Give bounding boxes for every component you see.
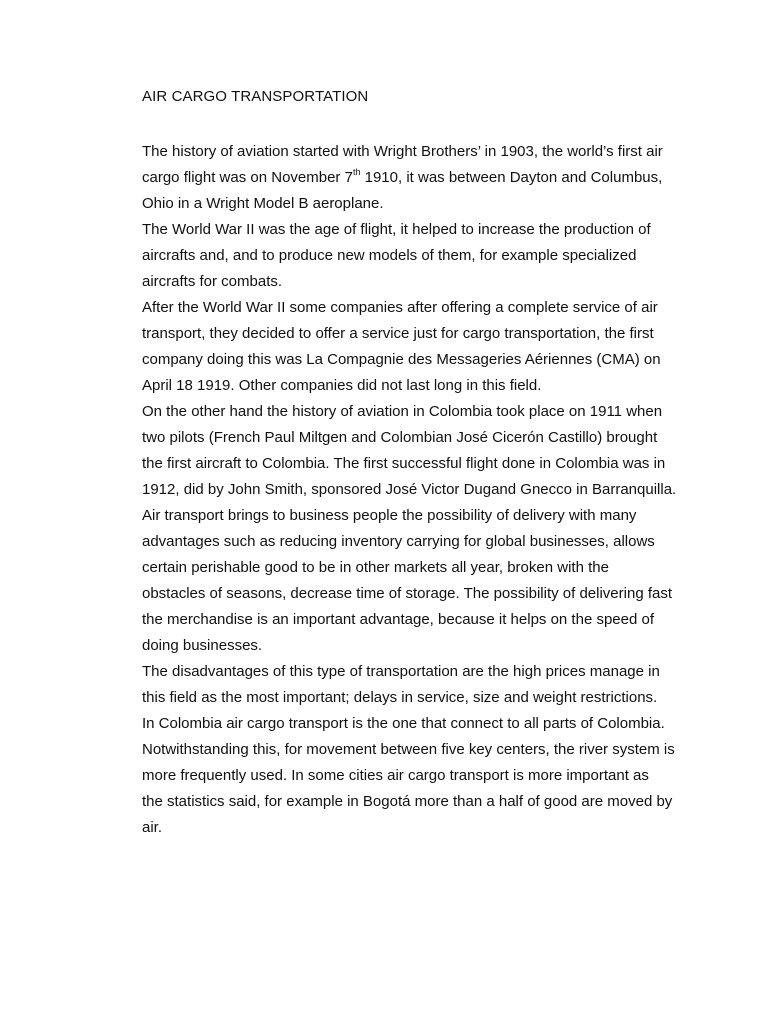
body-line <box>142 165 702 191</box>
body-line: The history of aviation started with Wright Brothers’ in 1903, the world’s first air <box>142 143 663 160</box>
body-line: more frequently used. In some cities air cargo transport is more important as <box>142 767 649 784</box>
body-line: Ohio in a Wright Model B aeroplane. <box>142 195 384 212</box>
body-line: aircrafts for combats. <box>142 273 283 290</box>
body-line: certain perishable good to be in other markets all year, broken with the <box>142 559 609 576</box>
body-line: transport, they decided to offer a service just for cargo transportation, the first <box>142 325 654 342</box>
body-line: the merchandise is an important advantage, because it helps on the speed of <box>142 611 654 628</box>
document-body <box>142 139 702 841</box>
body-line: this field as the most important; delays in service, size and weight restrictions. <box>142 689 658 706</box>
body-line: 1912, did by John Smith, sponsored José Victor Dugand Gnecco in Barranquilla. <box>142 481 677 498</box>
body-line: obstacles of seasons, decrease time of storage. The possibility of delivering fast <box>142 585 673 602</box>
body-line: On the other hand the history of aviation in Colombia took place on 1911 when <box>142 403 663 420</box>
body-line: aircrafts and, and to produce new models of them, for example specialized <box>142 247 637 264</box>
body-line: April 18 1919. Other companies did not last long in this field. <box>142 377 542 394</box>
body-line: Air transport brings to business people the possibility of delivery with many <box>142 507 637 524</box>
body-text-segment: 1910, it was between Dayton and Columbus, <box>360 169 663 186</box>
ordinal-superscript: th <box>352 167 361 177</box>
body-line: the statistics said, for example in Bogotá more than a half of good are moved by <box>142 793 673 810</box>
body-text-segment: cargo flight was on November 7 <box>142 169 353 186</box>
body-line: company doing this was La Compagnie des Messageries Aériennes (CMA) on <box>142 351 661 368</box>
body-line: air. <box>142 819 163 836</box>
body-line: The World War II was the age of flight, it helped to increase the production of <box>142 221 651 238</box>
body-line: After the World War II some companies after offering a complete service of air <box>142 299 658 316</box>
body-line: the first aircraft to Colombia. The first successful flight done in Colombia was in <box>142 455 666 472</box>
document-title: AIR CARGO TRANSPORTATION <box>142 88 369 105</box>
body-line: The disadvantages of this type of transportation are the high prices manage in <box>142 663 660 680</box>
body-line: advantages such as reducing inventory carrying for global businesses, allows <box>142 533 655 550</box>
body-line: In Colombia air cargo transport is the one that connect to all parts of Colombia. <box>142 715 665 732</box>
body-line: doing businesses. <box>142 637 263 654</box>
body-line: two pilots (French Paul Miltgen and Colombian José Cicerón Castillo) brought <box>142 429 658 446</box>
body-line: Notwithstanding this, for movement between five key centers, the river system is <box>142 741 675 758</box>
